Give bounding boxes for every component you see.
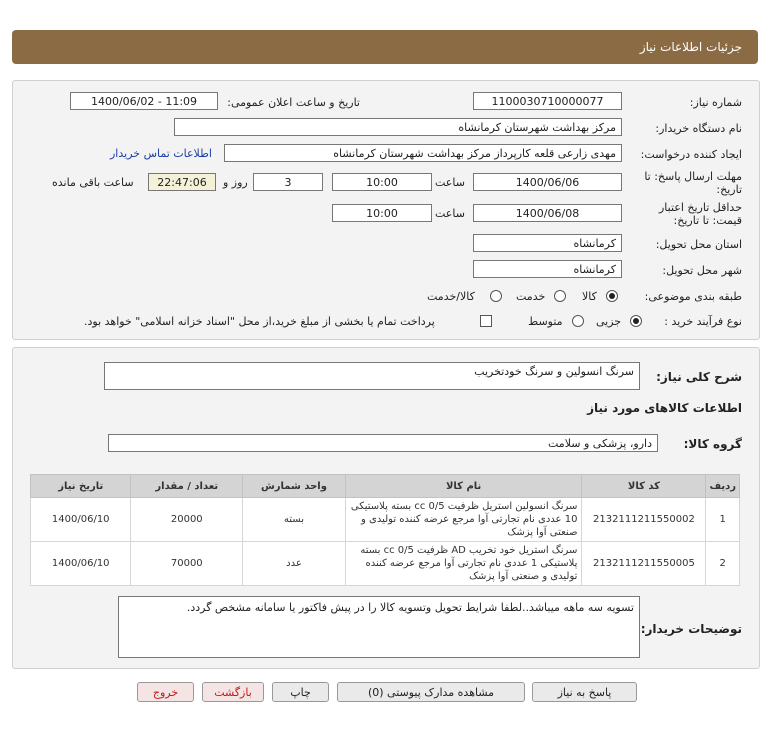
row-date: 1400/06/10 [31,542,131,586]
col-index: ردیف [706,475,740,498]
exit-button[interactable]: خروج [137,682,194,702]
row-code: 2132111211550002 [582,498,706,542]
remaining-time-field: 22:47:06 [148,173,216,191]
group-field: دارو، پزشکی و سلامت [108,434,658,452]
notes-label: توضیحات خریدار: [640,622,742,636]
row-qty: 70000 [131,542,243,586]
category-label: طبقه بندی موضوعی: [644,290,742,303]
need-number-label: شماره نیاز: [689,96,742,109]
validity-label-2: قیمت: تا تاریخ: [673,214,742,227]
table-row [31,498,740,542]
row-index: 2 [706,542,740,586]
contact-buyer-link[interactable]: اطلاعات تماس خریدار [110,147,212,160]
creator-label: ایجاد کننده درخواست: [640,148,742,161]
category-option-service: خدمت [516,290,546,303]
deadline-date-field: 1400/06/06 [473,173,622,191]
validity-date-field: 1400/06/08 [473,204,622,222]
category-radio-goods[interactable] [606,290,618,302]
notes-field: تسویه سه ماهه میباشد..لطفا شرایط تحویل وتسویه کالا را در پیش فاکتور یا سامانه مشخص گردد. [118,596,640,658]
row-name: سرنگ استریل خود تخریب AD ظرفیت cc 0/5 بسته پلاستیکی 1 عددی نام تجارتی آوا مرجع عرضه کننده تولیدی و صنعتی آوا پزشک [345,542,582,586]
attachments-button[interactable]: مشاهده مدارک پیوستی (0) [337,682,525,702]
remaining-label: ساعت باقی مانده [52,176,134,189]
buyer-field: مرکز بهداشت شهرستان کرمانشاه [174,118,622,136]
validity-label: حداقل تاریخ اعتبار [658,201,742,214]
days-field: 3 [253,173,323,191]
category-radio-both[interactable] [490,290,502,302]
city-field: کرمانشاه [473,260,622,278]
table-row [31,542,740,586]
province-label: استان محل تحویل: [655,238,742,251]
row-name: سرنگ انسولین استریل ظرفیت cc 0/5 بسته پلاستیکی 10 عددی نام تجارتی آوا مرجع عرضه کننده تولیدی و صنعتی آوا پزشک [345,498,582,542]
creator-field: مهدی زارعی قلعه کارپرداز مرکز بهداشت شهرستان کرمانشاه [224,144,622,162]
province-field: کرمانشاه [473,234,622,252]
deadline-label-2: تاریخ: [716,183,742,196]
row-qty: 20000 [131,498,243,542]
col-qty: تعداد / مقدار [131,475,243,498]
city-label: شهر محل تحویل: [662,264,742,277]
process-label: نوع فرآیند خرید : [664,315,742,328]
col-date: تاریخ نیاز [31,475,131,498]
category-option-both: کالا/خدمت [427,290,475,303]
row-date: 1400/06/10 [31,498,131,542]
page-header [12,30,758,64]
page-title: جزئیات اطلاعات نیاز [639,40,742,54]
row-index: 1 [706,498,740,542]
row-unit: عدد [243,542,346,586]
col-unit: واحد شمارش [243,475,346,498]
deadline-time-label: ساعت [435,176,465,189]
process-radio-partial[interactable] [630,315,642,327]
summary-field: سرنگ انسولین و سرنگ خودتخریب [104,362,640,390]
process-option-medium: متوسط [528,315,563,328]
payment-note: پرداخت تمام یا بخشی از مبلغ خرید،از محل "اسناد خزانه اسلامی" خواهد بود. [84,315,435,328]
deadline-time-field: 10:00 [332,173,432,191]
goods-table [30,474,740,586]
summary-label: شرح کلی نیاز: [656,370,742,384]
announce-field: 1400/06/02 - 11:09 [70,92,218,110]
deadline-label: مهلت ارسال پاسخ: تا [644,170,742,183]
days-label: روز و [223,176,248,189]
validity-time-field: 10:00 [332,204,432,222]
group-label: گروه کالا: [683,437,742,451]
process-option-partial: جزیی [596,315,622,328]
category-option-goods: کالا [582,290,597,303]
reply-button[interactable]: پاسخ به نیاز [532,682,637,702]
back-button[interactable]: بازگشت [202,682,264,702]
row-unit: بسته [243,498,346,542]
col-name: نام کالا [345,475,582,498]
row-code: 2132111211550005 [582,542,706,586]
category-radio-service[interactable] [554,290,566,302]
announce-label: تاریخ و ساعت اعلان عمومی: [227,96,360,109]
need-number-field: 1100030710000077 [473,92,622,110]
buyer-label: نام دستگاه خریدار: [655,122,742,135]
validity-time-label: ساعت [435,207,465,220]
print-button[interactable]: چاپ [272,682,329,702]
process-radio-medium[interactable] [572,315,584,327]
goods-info-title: اطلاعات کالاهای مورد نیاز [587,401,742,415]
treasury-checkbox[interactable] [480,315,492,327]
col-code: کد کالا [582,475,706,498]
